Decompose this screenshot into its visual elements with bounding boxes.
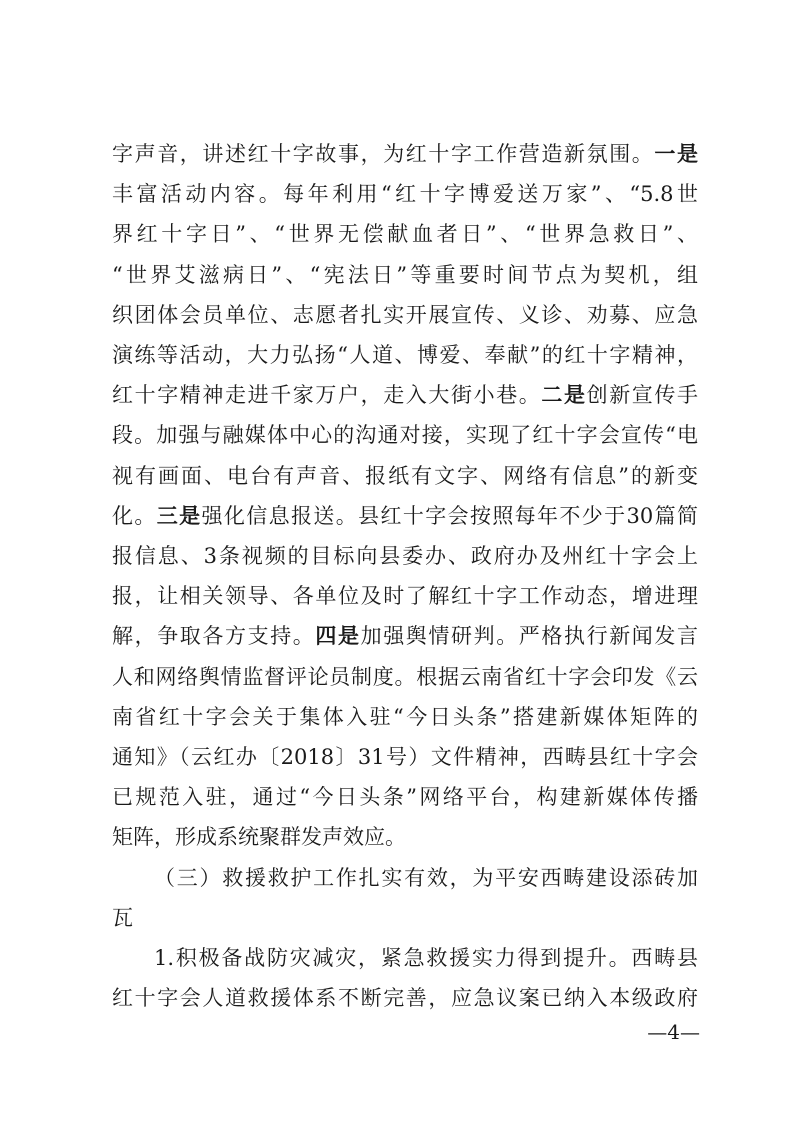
text-line (112, 383, 698, 407)
text-segment: 报信息、3条视频的目标向县委办、政府办及州红十字会上 (112, 544, 698, 568)
text-line (112, 825, 698, 849)
text-line (154, 946, 698, 970)
text-line (112, 504, 698, 528)
text-segment: 字声音，讲述红十字故事，为红十字工作营造新氛围。 (112, 142, 655, 166)
text-segment: 加强舆情研判。严格执行新闻发言 (360, 624, 699, 649)
text-segment: 人和网络舆情监督评论员制度。根据云南省红十字会印发《云 (112, 664, 698, 689)
text-segment: “世界艾滋病日”、“宪法日”等重要时间节点为契机，组 (112, 262, 698, 287)
text-line (112, 303, 698, 327)
text-segment: 演练等活动，大力弘扬“人道、博爱、奉献”的红十字精神， (112, 343, 698, 367)
text-line (112, 142, 698, 166)
text-line (112, 745, 698, 769)
text-segment: 界红十字日”、“世界无偿献血者日”、“世界急救日”、 (112, 222, 698, 247)
text-segment: 视有画面、电台有声音、报纸有文字、网络有信息”的新变 (112, 463, 698, 488)
text-line (112, 464, 698, 488)
text-segment: 化。 (112, 503, 157, 528)
bold-text-segment: 一是 (654, 141, 699, 166)
text-segment: 红十字会人道救援体系不断完善，应急议案已纳入本级政府 (112, 986, 698, 1011)
bold-text-segment: 二是 (541, 382, 587, 408)
text-segment: 已规范入驻，通过“今日头条”网络平台，构建新媒体传播 (112, 785, 698, 810)
text-line (154, 866, 698, 890)
text-line (112, 182, 698, 206)
text-segment: 织团体会员单位、志愿者扎实开展宣传、义诊、劝募、应急 (112, 302, 698, 327)
text-segment: 报，让相关领导、各单位及时了解红十字工作动态，增进理 (112, 584, 698, 609)
text-line (112, 906, 698, 930)
text-line (112, 584, 698, 608)
text-line (112, 986, 698, 1010)
text-line (112, 705, 698, 729)
bold-text-segment: 三是 (156, 502, 202, 528)
text-line (112, 263, 698, 287)
text-segment: 矩阵，形成系统聚群发声效应。 (112, 825, 406, 850)
text-segment: 瓦 (112, 905, 133, 930)
text-segment: 段。加强与融媒体中心的沟通对接，实现了红十字会宣传“电 (112, 423, 698, 448)
text-line (112, 785, 698, 809)
text-segment: 强化信息报送。县红十字会按照每年不少于30篇简 (201, 503, 699, 528)
text-segment: 丰富活动内容。每年利用“红十字博爱送万家”、“5.8世 (112, 182, 698, 207)
text-segment: 解，争取各方支持。 (112, 624, 316, 649)
text-segment: 1.积极备战防灾减灾，紧急救援实力得到提升。西畴县 (154, 946, 698, 970)
text-segment: （三）救援救护工作扎实有效，为平安西畴建设添砖加 (154, 865, 698, 890)
text-segment: 红十字精神走进千家万户，走入大街小巷。 (112, 383, 542, 408)
text-line (112, 544, 698, 568)
text-line (112, 222, 698, 246)
text-line (112, 423, 698, 447)
text-line (112, 624, 698, 648)
text-segment: 创新宣传手 (586, 383, 699, 408)
text-line (112, 665, 698, 689)
text-segment: 通知》（云红办〔2018〕31号）文件精神，西畴县红十字会 (112, 745, 698, 769)
text-line (112, 343, 698, 367)
page-number: —4— (647, 1020, 700, 1044)
bold-text-segment: 四是 (315, 623, 361, 649)
text-segment: 南省红十字会关于集体入驻“今日头条”搭建新媒体矩阵的 (112, 704, 698, 729)
